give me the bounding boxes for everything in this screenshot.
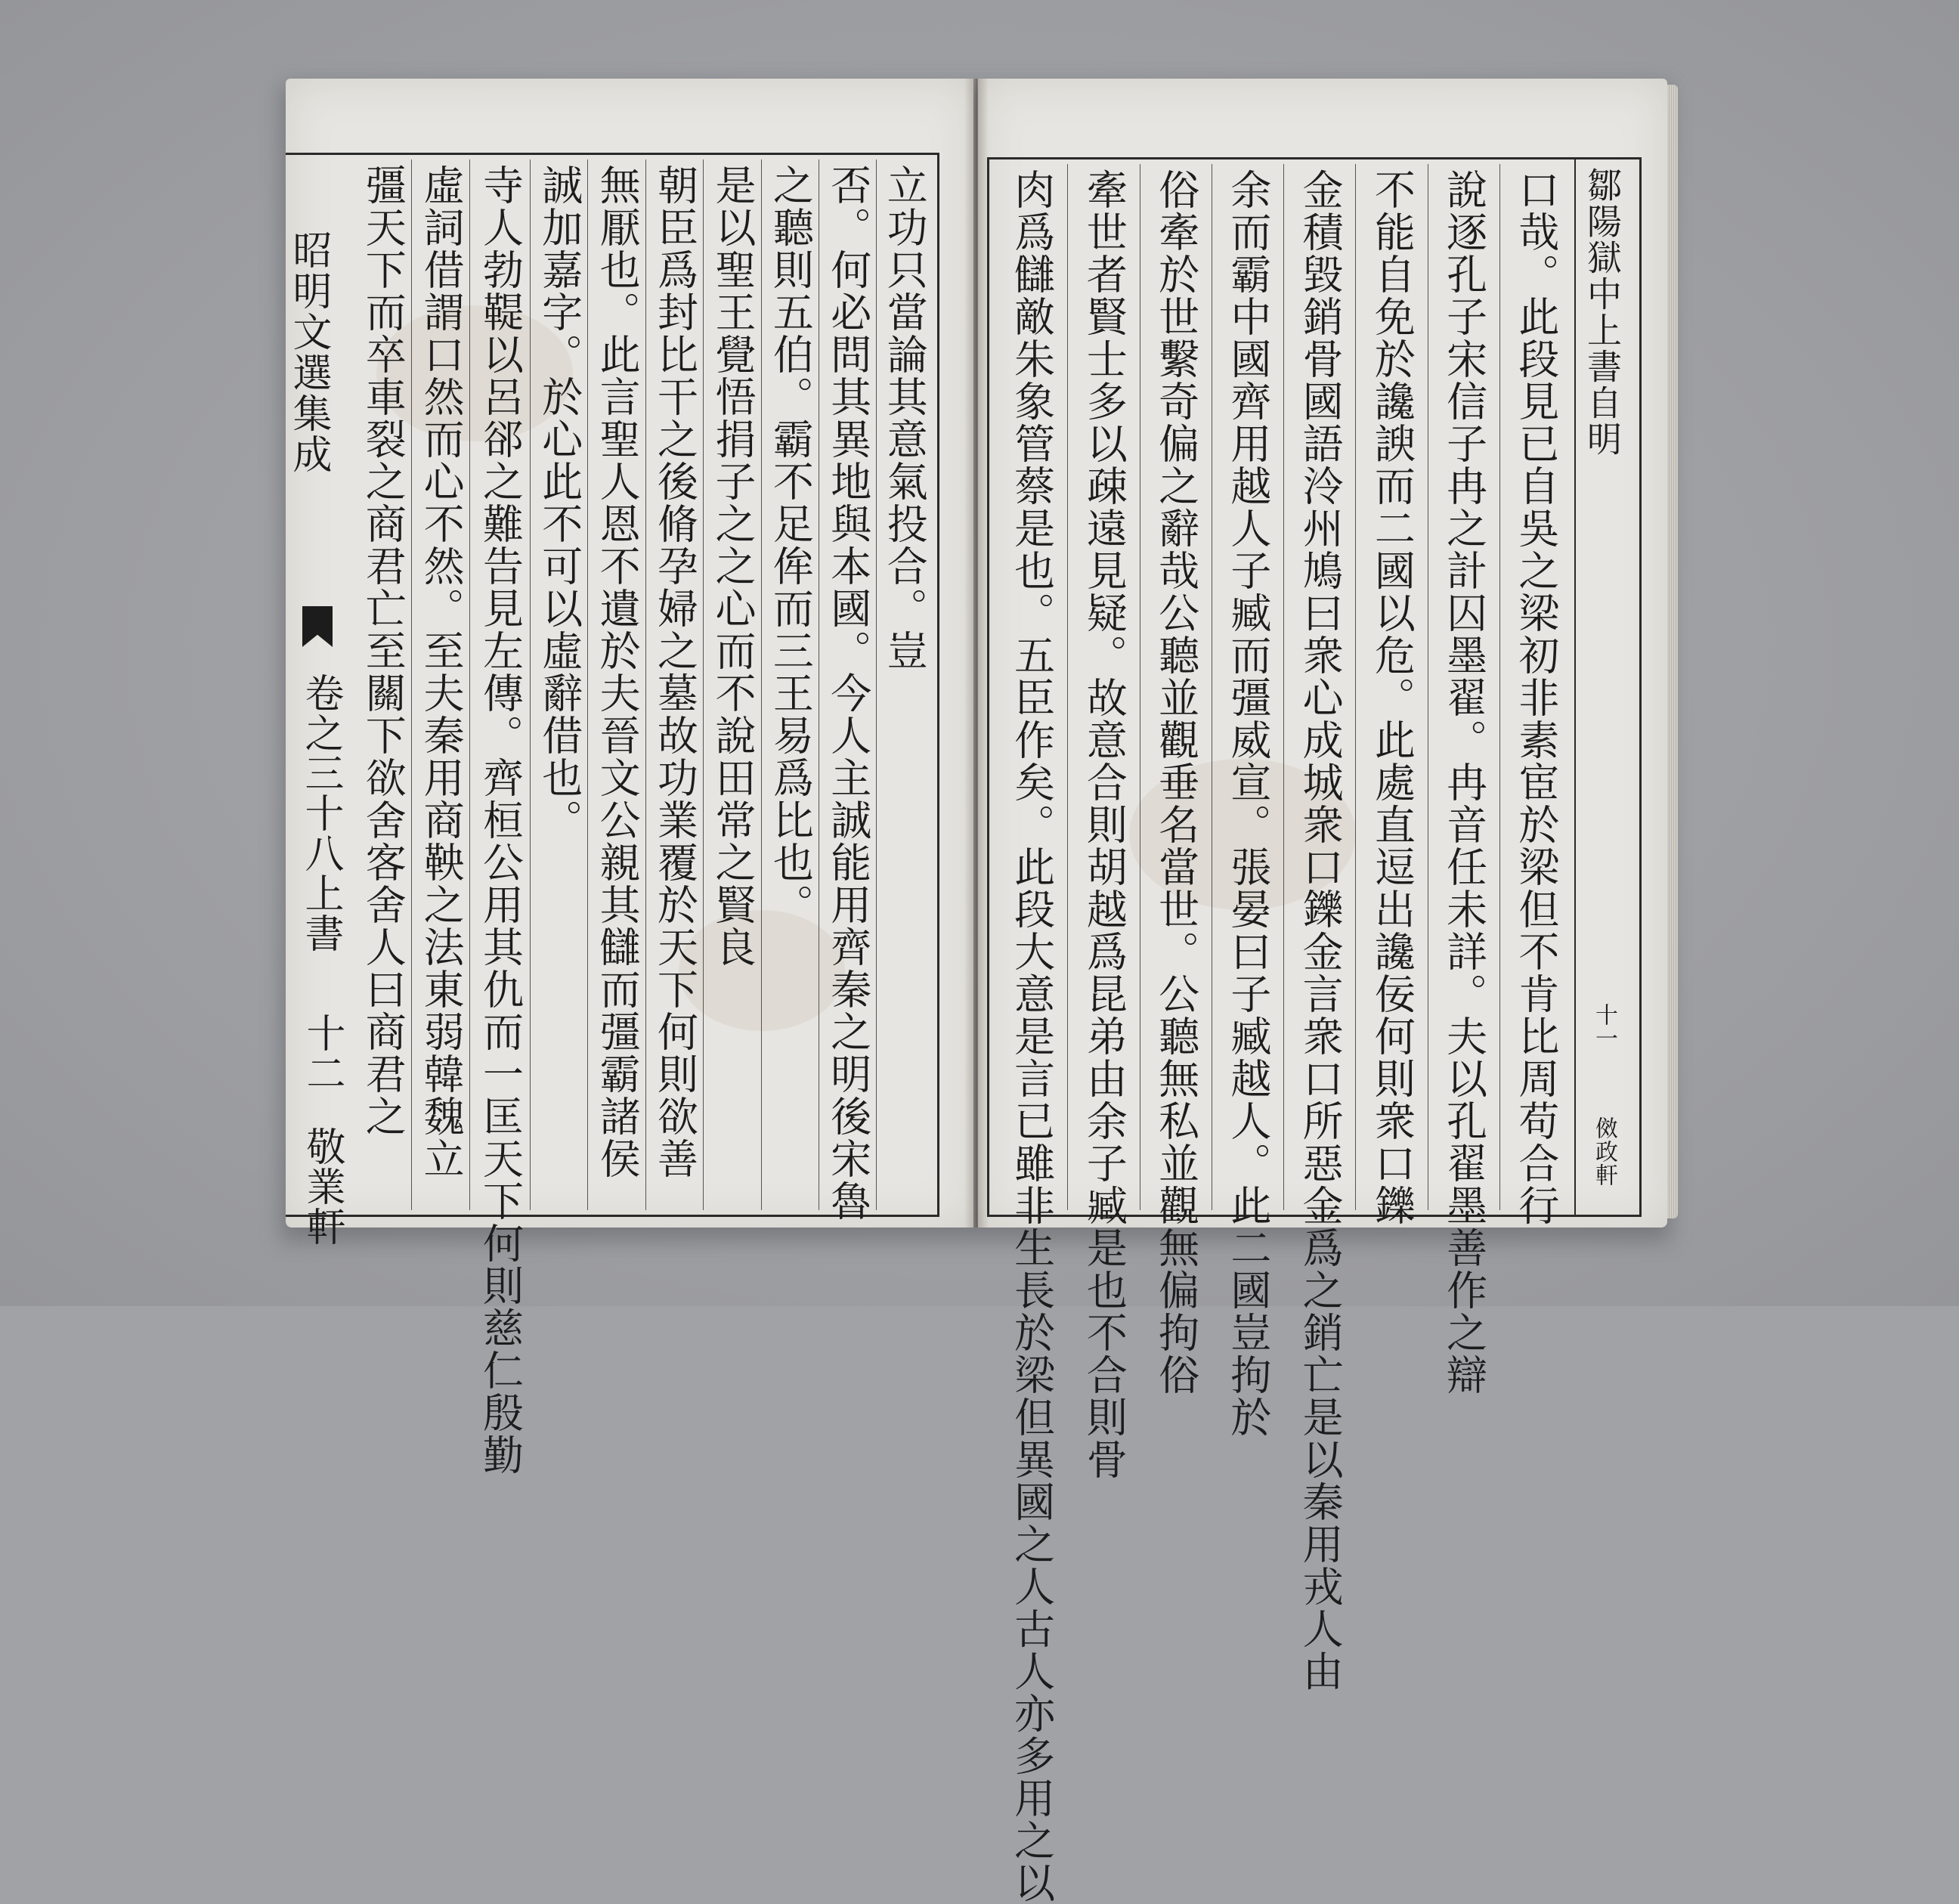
publisher-name: 敬業軒: [299, 1126, 345, 1246]
column-text: 不能自免於讒諛而二國以危。此處直逗出讒佞何則衆口鑠: [1368, 169, 1416, 1227]
column-text: 牽世者賢士多以疎遠見疑。故意合則胡越爲昆弟由余子臧是也不合則骨: [1080, 169, 1128, 1481]
column-text: 誠加嘉字。於心此不可以虛辭借也。: [535, 164, 583, 841]
column-text: 立功只當論其意氣投合。豈: [880, 164, 929, 672]
text-column: [819, 159, 876, 1222]
column-text: 朝臣爲封比干之後脩孕婦之墓故功業覆於天下何則欲善: [651, 164, 699, 1180]
text-column: [1428, 164, 1499, 1396]
column-text: 余而霸中國齊用越人子臧而彊威宣。張晏曰子臧越人。此二國豈拘於: [1224, 169, 1272, 1438]
text-column: [1355, 164, 1427, 1227]
text-column: [1067, 164, 1139, 1481]
text-column: [995, 164, 1067, 1904]
book-gutter: [964, 79, 989, 1228]
text-column: [587, 159, 645, 1210]
column-text: 肉爲讎敵朱象管蔡是也。五臣作矣。此段大意是言已雖非生長於梁但異國之人古人亦多用之以: [1007, 169, 1056, 1904]
column-text: 無厭也。此言聖人恩不遺於夫晉文公親其讎而彊霸諸侯: [593, 164, 642, 1180]
left-page: [286, 79, 973, 1476]
column-text: 口哉。此段見已自吳之梁初非素宦於梁但不肯比周苟合行: [1512, 169, 1560, 1227]
page-edge: [1667, 85, 1678, 1218]
right-banner: [1574, 159, 1636, 1215]
book-title: 昭明文選集成: [286, 230, 331, 475]
column-text: 寺人勃鞮以呂郤之難告見左傳。齊桓公用其仇而一匡天下何則慈仁殷勤: [476, 164, 525, 1476]
column-text: 俗牽於世繫奇偏之辭哉公聽並觀垂名當世。公聽無私並觀無偏拘俗: [1152, 169, 1200, 1396]
volume-label: 卷之三十八上書: [298, 673, 343, 953]
column-text: 說逐孔子宋信子冉之計囚墨翟。冉音任未詳。夫以孔翟墨善作之辯: [1440, 169, 1488, 1396]
text-column: [761, 159, 819, 1210]
right-columns: [995, 164, 1571, 1904]
text-column: [645, 159, 703, 1210]
publisher-name: 傚政軒: [1591, 1116, 1617, 1187]
column-text: 之聽則五伯。霸不足侔而三王易爲比也。: [766, 164, 815, 926]
column-text: 彊天下而卒車裂之商君亡至關下欲舍客舍人曰商君之: [359, 164, 407, 1138]
column-text: 虛詞借謂口然而心不然。至夫秦用商鞅之法東弱韓魏立: [417, 164, 466, 1180]
fish-tail-mark: [302, 606, 333, 647]
text-column: [354, 159, 411, 1210]
text-column: [411, 159, 469, 1210]
open-book: [286, 79, 1667, 1904]
text-column: [703, 159, 760, 1210]
text-column: [1140, 164, 1212, 1396]
column-text: 金積毀銷骨國語泠州鳩曰衆心成城衆口鑠金言衆口所惡金爲之銷亡是以秦用戎人由: [1296, 169, 1345, 1692]
page-number: 十一: [1591, 1003, 1617, 1050]
left-banner: [286, 139, 346, 1246]
column-text: 是以聖王覺悟捐子之之心而不說田常之賢良: [708, 164, 757, 968]
left-columns: [354, 159, 931, 1476]
chapter-title: 鄒陽獄中上書自明: [1582, 167, 1623, 457]
text-column: [1283, 164, 1355, 1692]
left-text-block: [286, 153, 939, 1476]
column-text: 否。何必問其異地與本國。今人主誠能用齊秦之明後宋魯: [824, 164, 872, 1222]
page-number: 十二: [299, 1013, 345, 1093]
text-column: [1212, 164, 1283, 1438]
text-column: [469, 159, 530, 1476]
right-text-block: [987, 157, 1642, 1904]
text-column: [876, 159, 931, 1210]
text-column: [530, 159, 587, 1210]
text-column: [1499, 164, 1571, 1227]
